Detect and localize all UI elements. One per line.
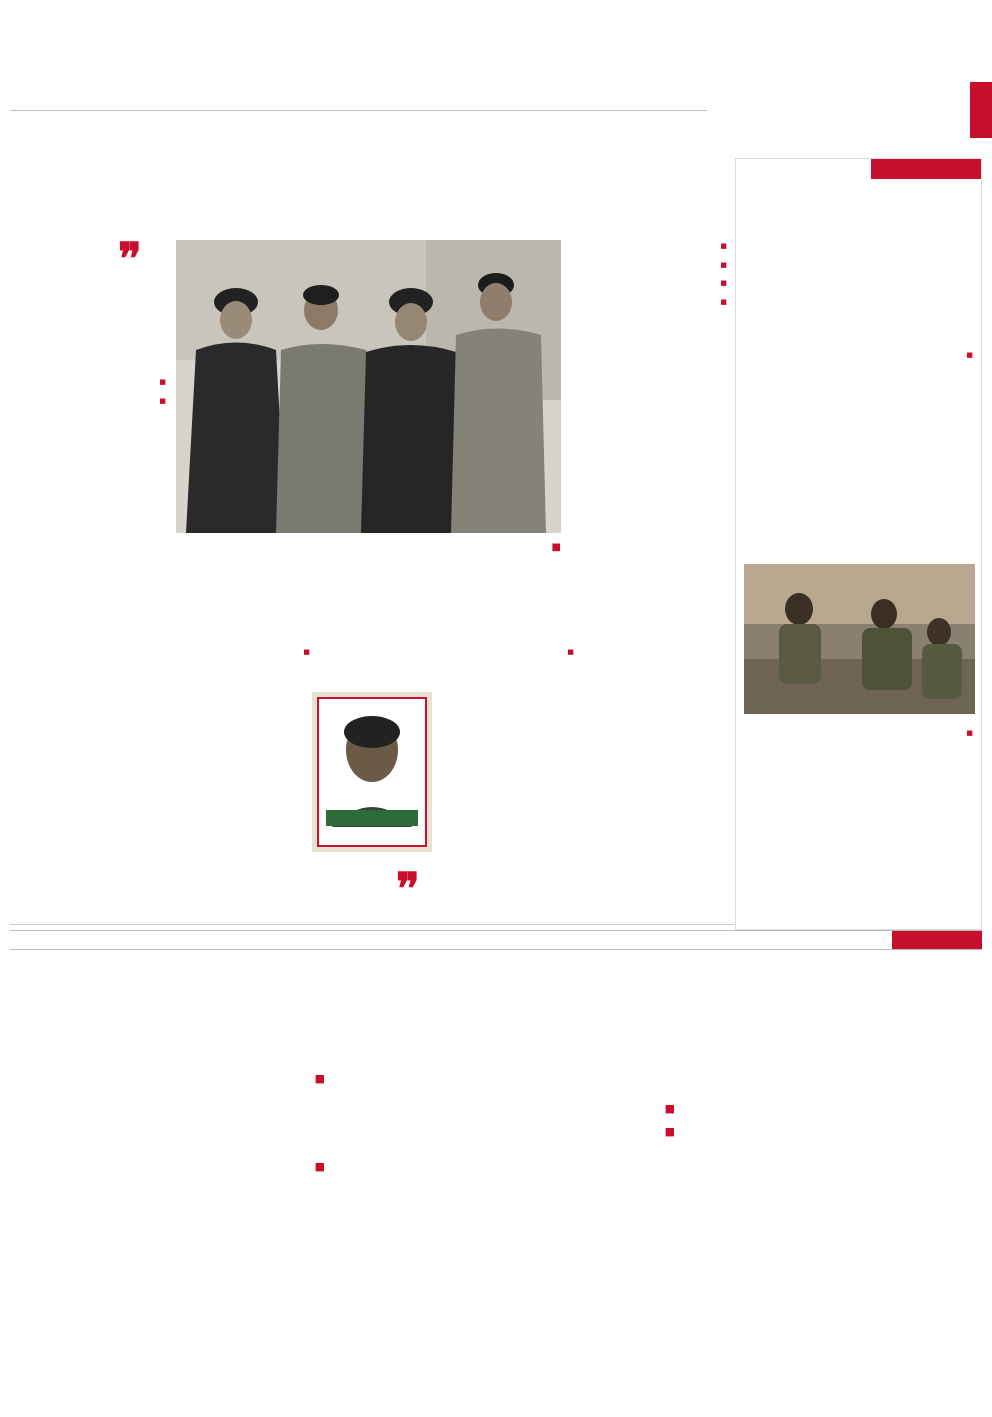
memoir-sidebar [735, 158, 982, 930]
byline [176, 542, 561, 553]
sidebar-subhead [861, 349, 973, 362]
sudoku-title [205, 1072, 325, 1085]
prev-answer-title [205, 1160, 325, 1173]
logo-text [926, 82, 966, 138]
sidebar-column-left [744, 349, 856, 554]
article-question-2 [16, 395, 166, 408]
sudoku-bullet: ■ [314, 1072, 325, 1085]
down-bullet: ■ [664, 1125, 675, 1138]
puzzle-tag [892, 931, 982, 949]
sudoku-grid[interactable] [40, 1070, 195, 1225]
article-question-3 [580, 240, 727, 253]
sidebar-subhead-2 [861, 727, 973, 740]
header-divider [10, 110, 707, 111]
crossword-grid[interactable] [676, 1068, 928, 1392]
portrait-frame [312, 692, 432, 852]
article-column-b [318, 880, 398, 920]
article-footer-rule [10, 924, 734, 925]
martyr-group-photo [176, 240, 561, 533]
section-brand [440, 80, 545, 122]
article-question-1 [16, 376, 166, 389]
article-column-a [176, 640, 310, 910]
article-question-8 [440, 646, 574, 659]
crossword-clues [360, 1102, 675, 1402]
article-lead [16, 262, 166, 362]
sidebar-bottom-right [861, 727, 973, 925]
crossword-row-numbers [930, 1070, 948, 1390]
puzzle-band [10, 930, 982, 950]
article-intro [176, 558, 561, 628]
sidebar-bottom-left [744, 727, 856, 925]
previous-crossword-answer [205, 1205, 350, 1400]
quote-icon: ❞ [118, 234, 142, 285]
across-heading [360, 1102, 675, 1115]
article-column-left [16, 370, 166, 910]
portrait-label [326, 810, 418, 826]
byline-bullet: ■ [551, 542, 561, 553]
down-heading [360, 1125, 675, 1138]
article-question-7 [176, 646, 310, 659]
article-question-4 [580, 259, 727, 272]
photo-caption [562, 240, 572, 533]
article-question-5 [580, 277, 727, 290]
soldiers-photo [744, 564, 975, 714]
newspaper-logo[interactable] [842, 82, 992, 138]
prev-bullet: ■ [314, 1160, 325, 1173]
article-question-6 [580, 296, 727, 309]
across-bullet: ■ [664, 1102, 675, 1115]
quote-icon-2: ❞ [396, 864, 420, 915]
sidebar-tag [871, 159, 981, 179]
previous-sudoku-answer [40, 1240, 195, 1395]
article-column-c [440, 640, 574, 910]
logo-red-bar [970, 82, 992, 138]
martyr-portrait [312, 692, 432, 852]
article-column-right [580, 240, 727, 910]
